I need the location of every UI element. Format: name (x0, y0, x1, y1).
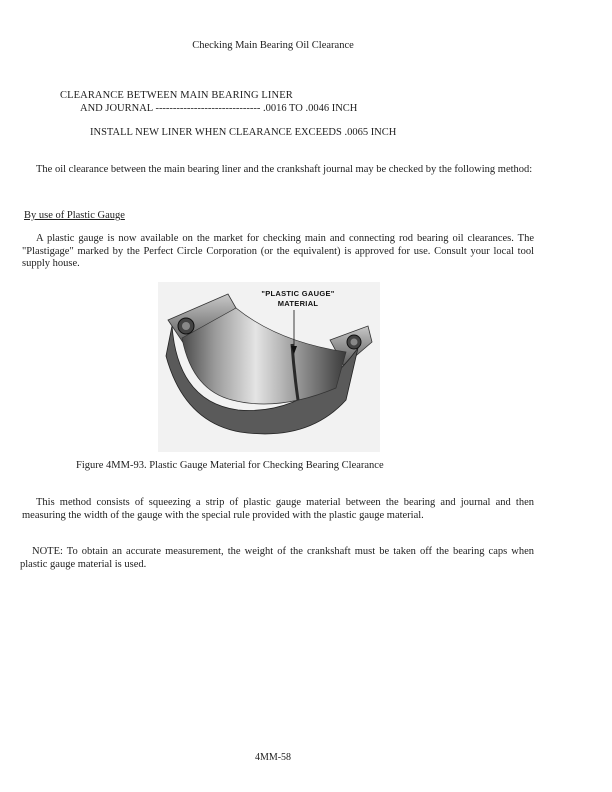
page-title: Checking Main Bearing Oil Clearance (192, 40, 354, 51)
plastic-gauge-text: A plastic gauge is now available on the market for checking main and connecting rod bearing oil clearances. The "Plastigage" marked by the Perfect Circle Corporation (or the equivalent) is approved for use. Consult your local tool supply house. (22, 233, 534, 270)
install-new-liner-note: INSTALL NEW LINER WHEN CLEARANCE EXCEEDS .0065 INCH (90, 127, 397, 138)
left-bolt-head (182, 322, 190, 330)
plastic-gauge-paragraph (22, 233, 534, 271)
page-number: 4MM-58 (254, 752, 292, 763)
callout-text-line-2: MATERIAL (277, 299, 319, 308)
method-text: This method consists of squeezing a strip of plastic gauge material between the bearing and journal and then measuring the width of the gauge with the special rule provided with the plastic gauge material. (22, 497, 534, 521)
clearance-spec-line-2: AND JOURNAL ------------------------------ .0016 TO .0046 INCH (80, 103, 358, 114)
callout-text-line-1: "PLASTIC GAUGE" (261, 289, 335, 298)
note-paragraph (20, 546, 534, 571)
bearing-illustration (158, 282, 380, 452)
bearing-figure (158, 282, 380, 452)
intro-text: The oil clearance between the main bearing liner and the crankshaft journal may be checked by the following method: (36, 164, 533, 175)
method-paragraph (22, 497, 534, 522)
clearance-spec-line-1: CLEARANCE BETWEEN MAIN BEARING LINER (60, 90, 293, 101)
figure-caption: Figure 4MM-93. Plastic Gauge Material for Checking Bearing Clearance (76, 460, 384, 471)
section-heading: By use of Plastic Gauge (24, 210, 125, 221)
right-bolt-head (351, 339, 358, 346)
intro-paragraph (22, 164, 534, 177)
note-text: NOTE: To obtain an accurate measurement, the weight of the crankshaft must be taken off the bearing caps when plastic gauge material is used. (20, 546, 534, 570)
